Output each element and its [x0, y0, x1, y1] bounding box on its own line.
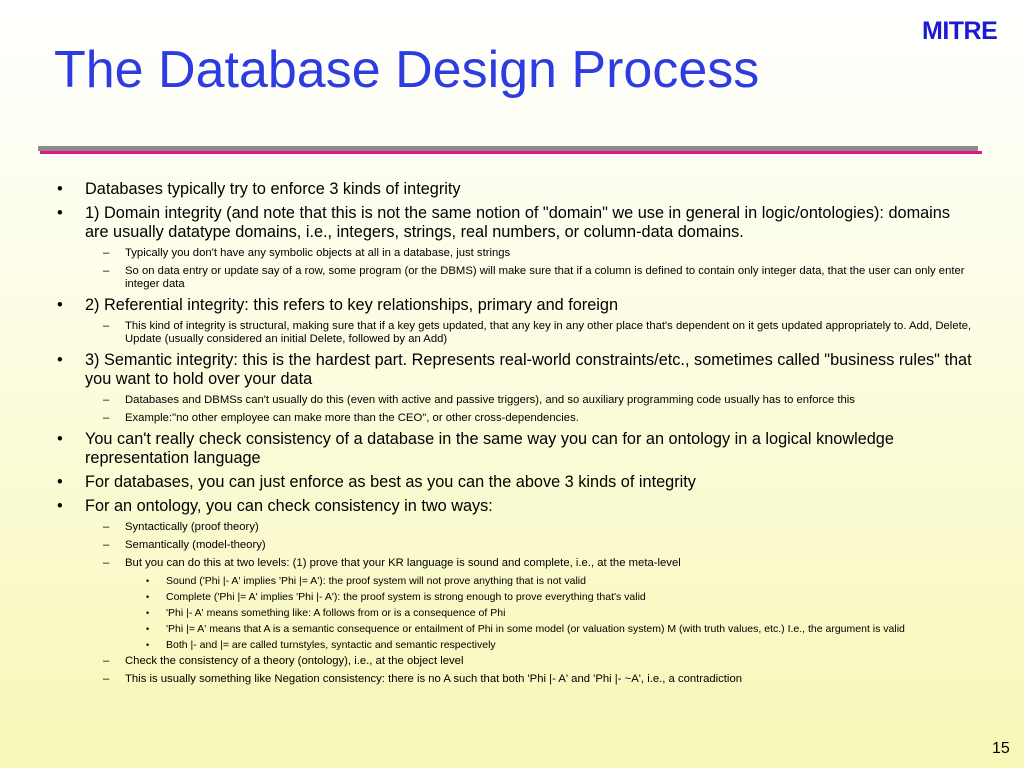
bullet-marker: • [57, 204, 63, 222]
list-item-text: 'Phi |- A' means something like: A follows from or is a consequence of Phi [166, 607, 506, 619]
bullet-marker: • [146, 640, 150, 650]
dash-marker: – [103, 394, 110, 406]
list-item [0, 430, 977, 468]
title-divider-pink [40, 151, 982, 154]
dash-marker: – [103, 539, 110, 551]
bullet-marker: • [146, 624, 150, 634]
list-item-text: For databases, you can just enforce as best as you can the above 3 kinds of integrity [85, 473, 696, 491]
list-item-text: This kind of integrity is structural, making sure that if a key gets updated, that any key in any other place that's dependent on it gets updated appropriately to. Add, Delete, Update (usually considered an initial Delete, followed by an Add) [125, 320, 972, 345]
bullet-marker: • [57, 497, 63, 515]
list-item [0, 247, 975, 260]
list-item [0, 394, 975, 407]
list-item [0, 623, 974, 635]
list-item [0, 539, 975, 552]
list-item-text: 3) Semantic integrity: this is the hardest part. Represents real-world constraints/etc., sometimes called "business rules" that you want to hold over your data [85, 351, 972, 388]
dash-marker: – [103, 655, 110, 667]
list-item [0, 497, 977, 516]
list-item [0, 557, 975, 570]
list-item-text: But you can do this at two levels: (1) prove that your KR language is sound and complete, i.e., at the meta-level [125, 557, 681, 569]
list-item-text: This is usually something like Negation consistency: there is no A such that both 'Phi |- A' and 'Phi |- ~A', i.e., a contradiction [125, 673, 743, 685]
list-item-text: For an ontology, you can check consistency in two ways: [85, 497, 493, 515]
list-item-text: 'Phi |= A' means that A is a semantic consequence or entailment of Phi in some model (or valuation system) M (with truth values, etc.) I.e., the argument is valid [166, 623, 905, 635]
dash-marker: – [103, 557, 110, 569]
list-item-text: Semantically (model-theory) [125, 539, 266, 551]
list-item [0, 607, 974, 619]
bullet-marker: • [57, 430, 63, 448]
bullet-marker: • [57, 473, 63, 491]
list-item [0, 351, 977, 389]
bullet-marker: • [57, 351, 63, 369]
list-item-text: Both |- and |= are called turnstyles, syntactic and semantic respectively [166, 639, 496, 651]
list-item [0, 591, 974, 603]
slide-title: The Database Design Process [54, 41, 760, 99]
list-item-text: Databases and DBMSs can't usually do this (even with active and passive triggers), and so auxiliary programming code usually has to enforce this [125, 394, 855, 406]
list-item-text: Syntactically (proof theory) [125, 521, 259, 533]
slide-body [0, 180, 1024, 691]
page-number: 15 [992, 740, 1010, 757]
dash-marker: – [103, 320, 110, 332]
dash-marker: – [103, 412, 110, 424]
list-item-text: Complete ('Phi |= A' implies 'Phi |- A'): the proof system is strong enough to prove everything that's valid [166, 591, 646, 603]
list-item-text: Check the consistency of a theory (ontology), i.e., at the object level [125, 655, 464, 667]
list-item-text: So on data entry or update say of a row, some program (or the DBMS) will make sure that if a column is defined to contain only integer data, that the user can only enter integer data [125, 265, 965, 290]
bullet-marker: • [146, 576, 150, 586]
dash-marker: – [103, 265, 110, 277]
list-item-text: Databases typically try to enforce 3 kinds of integrity [85, 180, 461, 198]
list-item-text: 2) Referential integrity: this refers to key relationships, primary and foreign [85, 296, 618, 314]
list-item [0, 639, 974, 651]
list-item-text: Typically you don't have any symbolic objects at all in a database, just strings [125, 247, 511, 259]
list-item [0, 265, 975, 291]
list-item [0, 296, 977, 315]
list-item [0, 673, 975, 686]
list-item-text: Sound ('Phi |- A' implies 'Phi |= A'): the proof system will not prove anything that is not valid [166, 575, 586, 587]
dash-marker: – [103, 247, 110, 259]
list-item [0, 655, 975, 668]
list-item-text: Example:"no other employee can make more than the CEO", or other cross-dependencies. [125, 412, 579, 424]
bullet-marker: • [146, 592, 150, 602]
bullet-marker: • [57, 296, 63, 314]
list-item-text: 1) Domain integrity (and note that this is not the same notion of "domain" we use in general in logic/ontologies): domains are usually datatype domains, i.e., integers, strings, real numbers, or column-data domains. [85, 204, 950, 241]
bullet-marker: • [146, 608, 150, 618]
list-item [0, 473, 977, 492]
list-item-text: You can't really check consistency of a database in the same way you can for an ontology in a logical knowledge representation language [85, 430, 894, 467]
dash-marker: – [103, 673, 110, 685]
list-item [0, 521, 975, 534]
list-item [0, 575, 974, 587]
dash-marker: – [103, 521, 110, 533]
bullet-marker: • [57, 180, 63, 198]
list-item [0, 320, 975, 346]
mitre-logo: MITRE [922, 17, 998, 45]
list-item [0, 412, 975, 425]
list-item [0, 204, 977, 242]
list-item [0, 180, 977, 199]
